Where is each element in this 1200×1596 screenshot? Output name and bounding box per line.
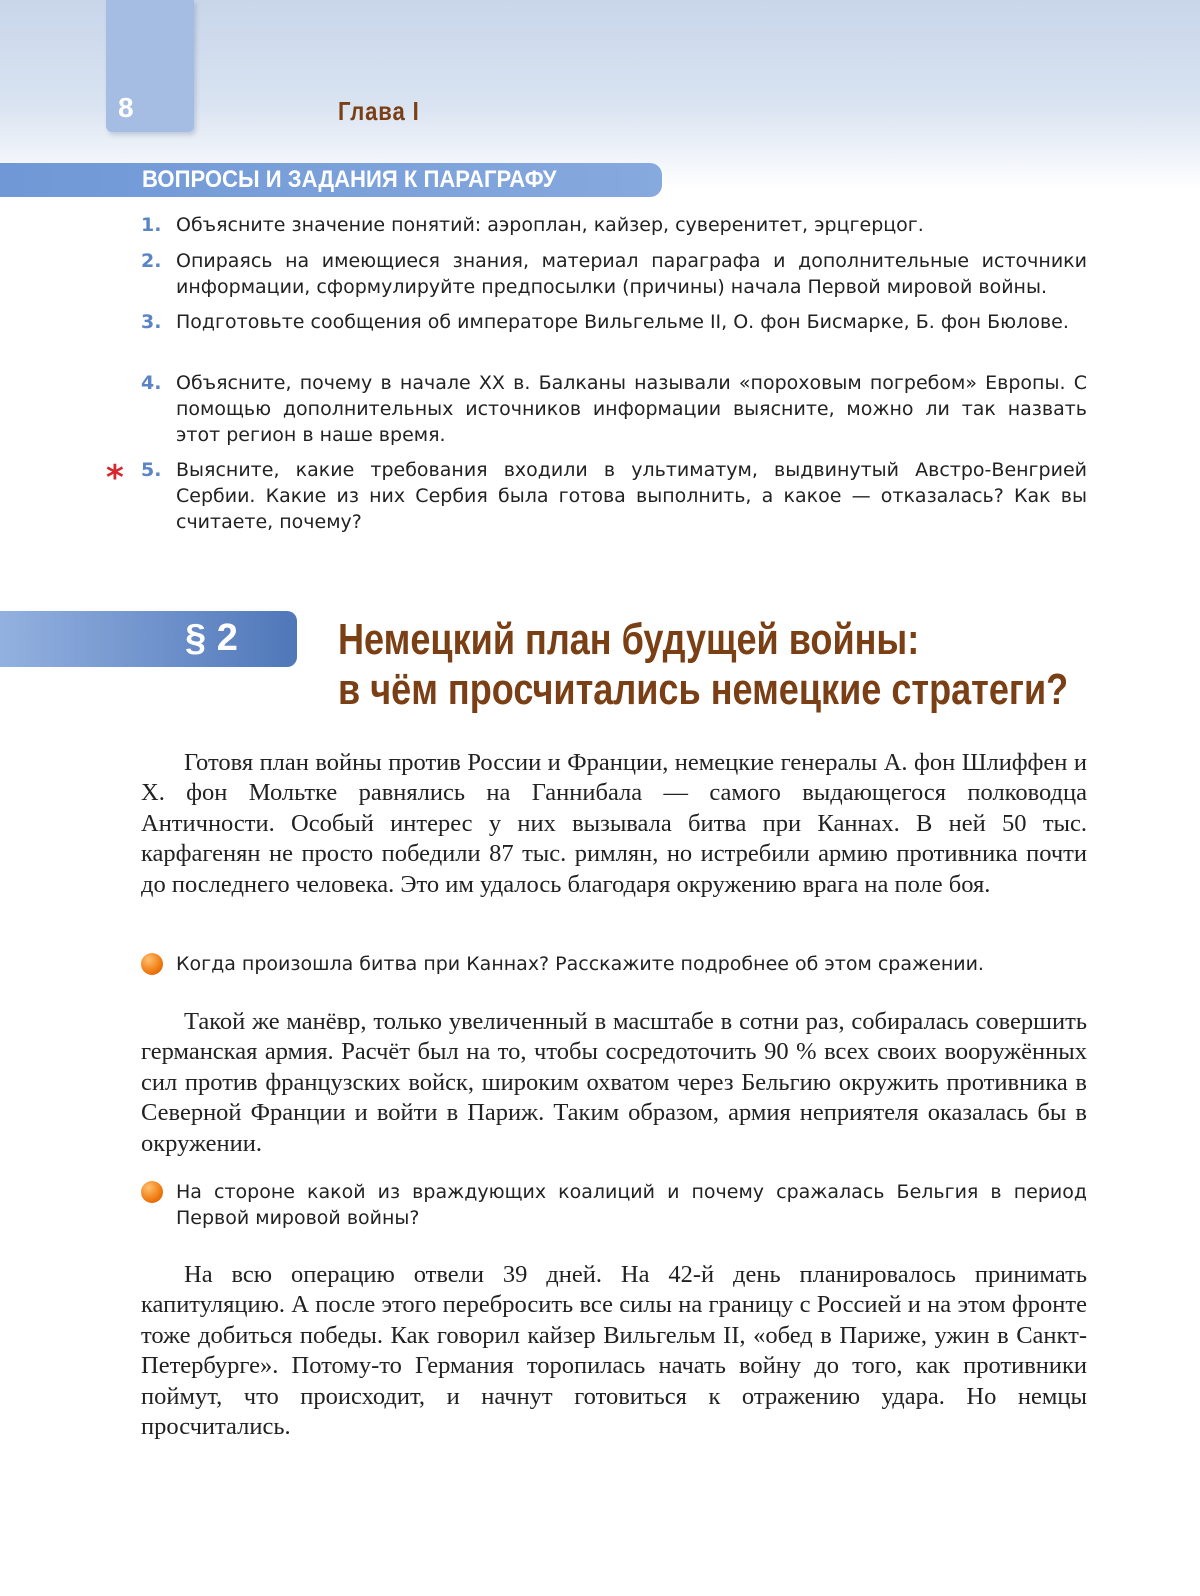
orange-bullet-icon	[141, 953, 163, 975]
question-text: Выясните, какие требования входили в ультиматум, выдвинутый Австро-Венгрией Сербии. Какие из них Сербия была готова выполнить, а какое — отказалась? Как вы считаете, почему?	[176, 459, 1087, 533]
question-item	[141, 212, 1087, 238]
paragraph: Такой же манёвр, только увеличенный в масштабе в сотни раз, собиралась совершить германская армия. Расчёт был на то, чтобы сосредоточить 90 % всех своих вооружённых сил против французских войск, широким охватом через Бельгию окружить противника в Северной Франции и войти в Париж. Таким образом, армия неприятеля оказалась бы в окружении.	[141, 1008, 1087, 1157]
question-text: Объясните, почему в начале XX в. Балканы называли «пороховым погребом» Европы. С помощью дополнительных источников информации выясните, можно ли так назвать этот регион в наше время.	[176, 372, 1087, 446]
section-title-line: в чём просчитались немецкие стратеги?	[338, 665, 1069, 714]
inline-question	[141, 1179, 1087, 1231]
questions-banner	[0, 163, 662, 197]
section-number: § 2	[185, 617, 238, 659]
paragraph: На всю операцию отвели 39 дней. На 42-й день планировалось принимать капитуляцию. А после этого перебросить все силы на границу с Россией и на этом фронте тоже добиться победы. Как говорил кайзер Вильгельм II, «обед в Париже, ужин в Санкт-Петербурге». Потому-то Германия торопилась начать войну до того, как противники поймут, что происходит, и начнут готовиться к отражению удара. Но немцы просчитались.	[141, 1261, 1087, 1441]
inline-question-text: Когда произошла битва при Каннах? Расскажите подробнее об этом сражении.	[176, 953, 984, 975]
section-title-line: Немецкий план будущей войны:	[338, 615, 920, 664]
question-item	[141, 370, 1087, 448]
section-tab	[0, 611, 297, 667]
question-number: 3.	[141, 311, 162, 333]
question-text: Подготовьте сообщения об императоре Вильгельме II, О. фон Бисмарке, Б. фон Бюлове.	[176, 311, 1069, 333]
paragraph: Готовя план войны против России и Франции, немецкие генералы А. фон Шлиффен и Х. фон Мольтке равнялись на Ганнибала — самого выдающегося полководца Античности. Особый интерес у них вызывала битва при Каннах. В ней 50 тыс. карфагенян не просто победили 87 тыс. римлян, но истребили армию противника почти до последнего человека. Это им удалось благодаря окружению врага на поле боя.	[141, 749, 1087, 898]
star-icon: *	[106, 458, 124, 498]
section-title	[338, 615, 1069, 715]
question-number: 4.	[141, 372, 162, 394]
question-item	[141, 309, 1087, 335]
chapter-title: Глава I	[338, 96, 420, 126]
inline-question-text: На стороне какой из враждующих коалиций и почему сражалась Бельгия в период Первой мировой войны?	[176, 1181, 1087, 1229]
questions-title: ВОПРОСЫ И ЗАДАНИЯ К ПАРАГРАФУ	[142, 166, 557, 193]
orange-bullet-icon	[141, 1181, 163, 1203]
page-number: 8	[118, 92, 134, 123]
question-number: 1.	[141, 214, 162, 236]
question-number: 5.	[141, 459, 162, 481]
question-number: 2.	[141, 250, 162, 272]
question-text: Объясните значение понятий: аэроплан, кайзер, суверенитет, эрцгерцог.	[176, 214, 924, 236]
inline-question	[141, 951, 1087, 977]
question-text: Опираясь на имеющиеся знания, материал параграфа и дополнительные источники информации, сформулируйте предпосылки (причины) начала Первой мировой войны.	[176, 250, 1087, 298]
question-item	[141, 457, 1087, 535]
question-item	[141, 248, 1087, 300]
